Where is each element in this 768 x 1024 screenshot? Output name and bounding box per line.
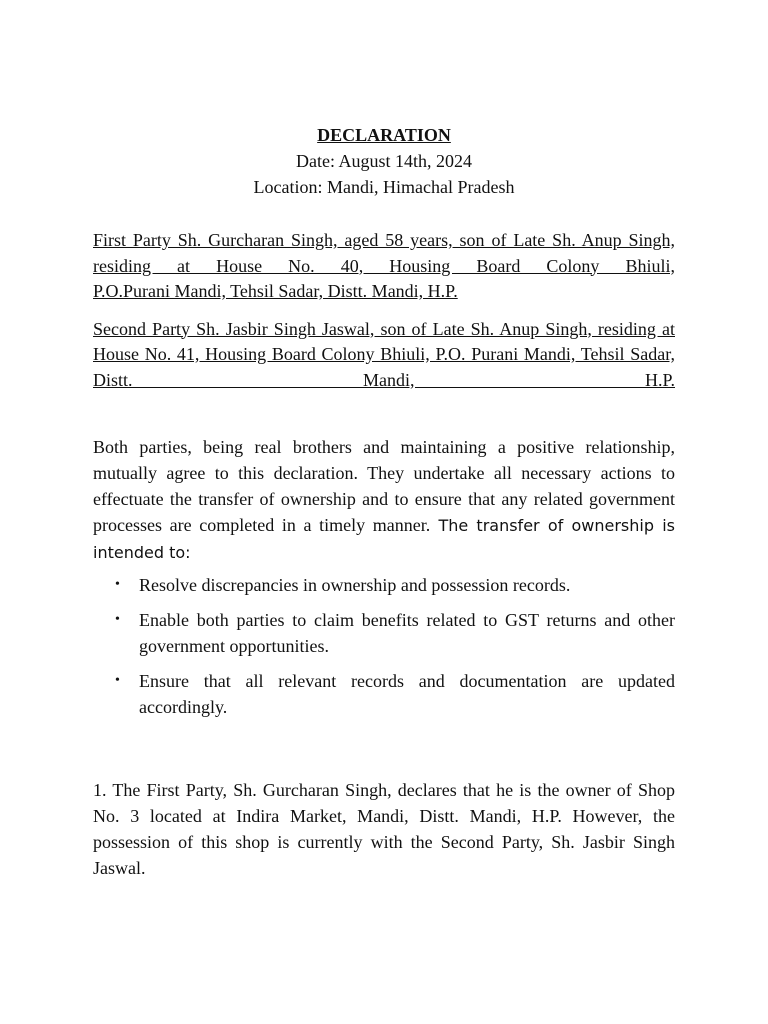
bullet-icon: • (115, 612, 120, 627)
document-location: Location: Mandi, Himachal Pradesh (253, 177, 515, 197)
bullet-icon: • (115, 673, 120, 688)
intro-tail-text: The transfer of ownership is intended to: (93, 516, 676, 562)
bullet-icon: • (115, 577, 120, 592)
first-party-text: First Party Sh. Gurcharan Singh, aged 58 years, son of Late Sh. Anup Singh, residing at House No. 40, Housing Board Colony Bhiuli, (93, 230, 675, 276)
intro-text: Both parties, being real brothers and maintaining a positive relationship, mutually agree to this declaration. They undertake all necessary actions to effectuate the transfer of ownership and to ensure that any related government processes are completed in a timely manner. (93, 437, 675, 535)
first-party-text-end: P.O.Purani Mandi, Tehsil Sadar, Distt. Mandi, H.P. (93, 281, 458, 301)
list-item (93, 607, 675, 659)
purpose-list (93, 572, 675, 720)
clause-text: 1. The First Party, Sh. Gurcharan Singh, declares that he is the owner of Shop No. 3 located at Indira Market, Mandi, Distt. Mandi, H.P. However, the possession of this shop is currently with the Second Party, Sh. Jasbir Singh Jaswal. (93, 780, 675, 878)
document-title: DECLARATION (317, 125, 451, 145)
purpose-text: Enable both parties to claim benefits related to GST returns and other government opportunities. (139, 610, 675, 656)
clause-paragraph (93, 777, 675, 881)
intro-paragraph (93, 434, 675, 566)
second-party-paragraph (93, 317, 675, 394)
document-header (93, 122, 675, 200)
first-party-paragraph (93, 228, 675, 279)
declaration-document (93, 122, 675, 881)
document-date: Date: August 14th, 2024 (296, 151, 472, 171)
purpose-text: Ensure that all relevant records and documentation are updated accordingly. (139, 671, 675, 717)
purpose-text: Resolve discrepancies in ownership and possession records. (139, 575, 571, 595)
first-party-paragraph-end (93, 279, 675, 305)
list-item (93, 572, 675, 598)
second-party-text: Second Party Sh. Jasbir Singh Jaswal, son of Late Sh. Anup Singh, residing at House No. 41, Housing Board Colony Bhiuli, P.O. Purani Mandi, Tehsil Sadar, Distt. Mandi, H.P. (93, 318, 675, 390)
list-item (93, 668, 675, 720)
